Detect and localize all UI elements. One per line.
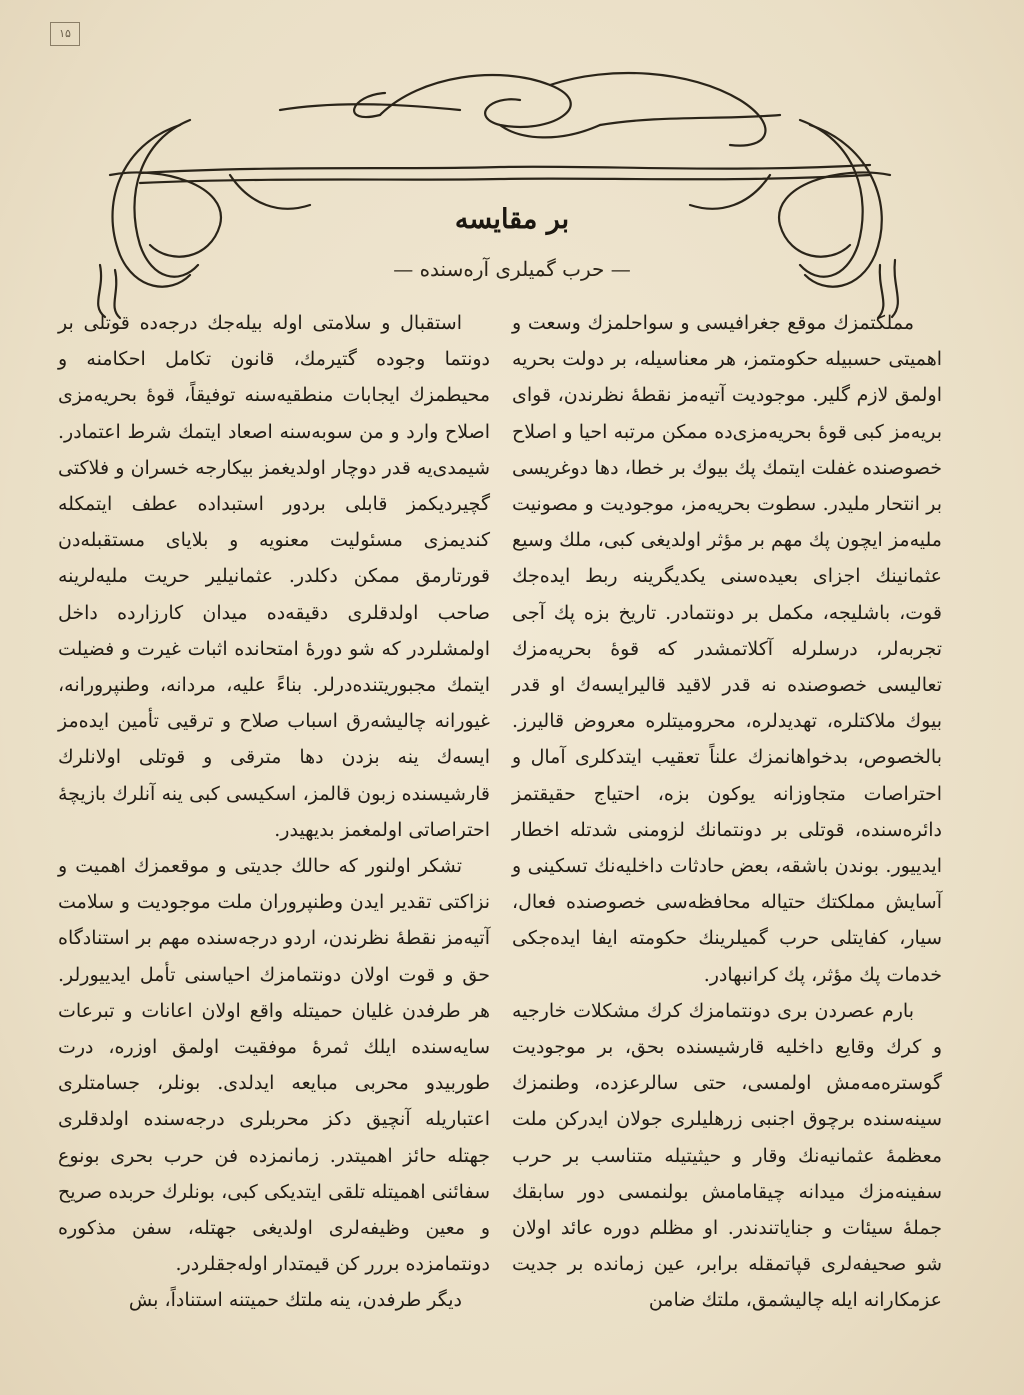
paragraph: دیگر طرفدن، ینه ملتك حمیتنه استناداً، بش: [128, 1289, 462, 1312]
paragraph: تشکر اولنور که حالك جدیتی و موقعمزك اهمیت و نزاکتی تقدیر ایدن وطنپروران ملت موجودیت و سلامت آتیه‌مز نقطهٔ نظرندن، اردو درجه‌سنده مهم بر استنادگاه حق و قوت اولان دونتمامزك احیاسنی تأمل ایدییورلر. هر طرفدن غلیان حمیتله واقع اولان اعانات و تبرعات سایه‌سنده ایلك ثمرهٔ موفقیت اولمق اوزره، درت طوربیدو محربی مبایعه ایدلدی. بونلر، جسامتلری اعتباریله آنچیق دکز محربلری درجه‌سنده اولدقلری جهتله حائز اهمیتدر. زمانمزده فن حرب بحری بونوع سفائنی اهمیتله تلقی ایتدیکی کبی، بونلرك حربده صریح و معین وظیفه‌لری اولدیغی جهتله، سفن مذکوره دونتمامزده بررر کن قیمتدار اوله‌جقلردر.: [58, 855, 490, 1276]
right-text-column: [512, 305, 942, 1319]
article-title: بر مقایسه: [454, 204, 570, 235]
article-subtitle: — حرب گمیلری آره‌سنده —: [393, 257, 631, 281]
paragraph: مملکتمزك موقع جغرافیسی و سواحلمزك وسعت و اهمیتی حسبیله حکومتمز، هر معناسیله، بر دولت بحریه اولمق لازم گلیر. موجودیت آتیه‌مز نقطهٔ نظرندن، قوای بریه‌مز کبی قوهٔ بحریه‌مزی‌ده ممکن مرتبه احیا و اصلاح خصوصنده غفلت ایتمك پك بیوك بر خطا، دها دوغریسی بر انتحار ملیدر. سطوت بحریه‌مز، موجودیت و مصونیت ملیه‌مز ایچون پك مهم بر مؤثر اولدیغی کبی، ملك وسیع عثمانینك اجزای بعیده‌سنی یکدیگرینه ربط ایده‌جك قوت، باشلیجه، مکمل بر دونتمادر. تاریخ بزه پك آجی تجربه‌لر، درسلرله آکلاتمشدر که قوهٔ بحریه‌مزك تعالیسی خصوصنده نه قدر لاقید قالیرایسه‌ك او قدر بیوك ملاکتلره، تهدیدلره، محرومیتلره معروض قالیرز. بالخصوص، بدخواهانمزك علناً تعقیب ایتدکلری آمال و احتراصات متجاوزانه یوکون بزه، احتیاج حقیقتمز دائره‌سنده، قوتلی بر دونتمانك لزومنی شدتله اخطار ایدییور. بوندن باشقه، بعض حادثات داخلیه‌نك تسکینی و آسایش مملکتك حتیاله محافظه‌سی خصوصنده فعال، سیار، کفایتلی حرب گمیلرینك حکومته ایفا ایده‌جکی خدمات پك مؤثر، پك کرانبهادر.: [512, 312, 942, 986]
paragraph: استقبال و سلامتی اوله بیله‌جك درجه‌ده قوتلی بر دونتما وجوده گتیرمك، قانون تکامل احکامنه و محیطمزك ایجابات منطقیه‌سنه توفیقاً، قوهٔ بحریه‌مزی اصلاح وارد و من سوبه‌سنه اصعاد ایتمك شرط اعتمادر. شیمدی‌یه قدر دوچار اولدیغمز بیکارجه خسران و فلاکتی گچیردیکمز قابلی بردور استبداده عطف ایتمکله کندیمزی مسئولیت معنویه و بلایای مستقبله‌دن قورتارمق ممکن دکلدر. عثمانیلیر حریت ملیه‌لرینه صاحب اولدقلری دقیقه‌ده میدان کارزارده داخل اولمشلردر که شو دورهٔ امتحانده اثبات غیرت و فضیلت ایتمك مجبوریتنده‌درلر. بناءً علیه، مردانه، وطنپرورانه، غیورانه چالیشه‌رق اسباب صلاح و ترقیی تأمین ایده‌مز ایسه‌ك ینه بزدن دها مترقی و قوتلی اولانلرك قارشیسنده زبون قالمز، اسکیسی کبی ینه آنلرك بازیچهٔ احتراصاتی اولمغمز بدیهیدر.: [58, 312, 490, 841]
page-number-stamp: ۱۵: [50, 22, 80, 46]
left-text-column: [58, 305, 490, 1319]
paragraph: بارم عصردن بری دونتمامزك کرك مشکلات خارجیه و کرك وقایع داخلیه قارشیسنده بحق، بر موجودیت گوستره‌مه‌مش اولمسی، حتی سالرعزده، وطنمزك سینه‌سنده برچوق اجنبی زرهلیلری جولان ایدرکن ملت معظمهٔ عثمانیه‌نك وقار و حیثیتیله متناسب بر حرب سفینه‌مزك میدانه چیقامامش بولنمسی دور سابقك جملهٔ سیئات و جنایاتندندر. او مظلم دوره عائد اولان شو صحیفه‌لری قپاتمقله برابر، عین زمانده بر جدیت عزمکارانه ایله چالیشمق، ملتك ضامن: [512, 999, 942, 1312]
